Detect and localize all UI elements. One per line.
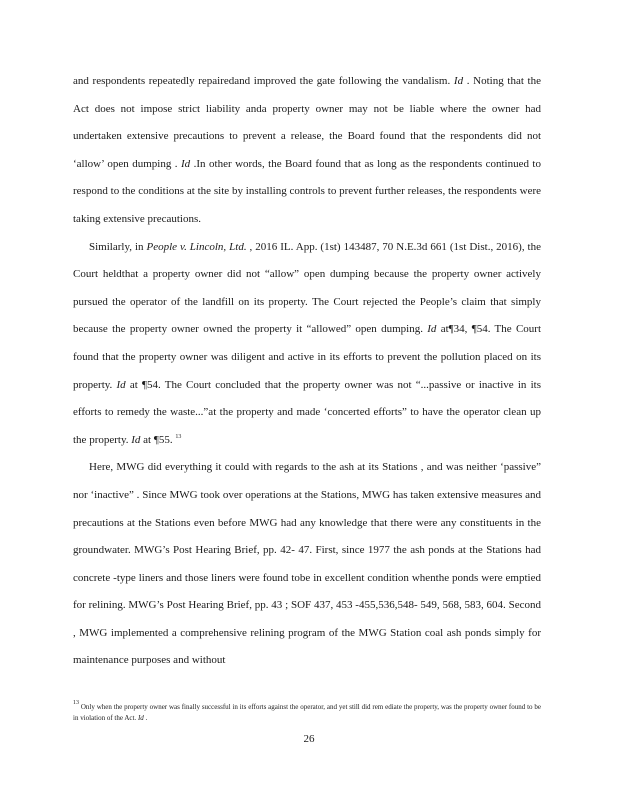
citation-text: Id — [181, 157, 191, 170]
paragraph-2 — [73, 234, 541, 455]
citation-text: Id — [131, 433, 141, 446]
text-run: , 2016 IL. App. (1st) 143487, 70 N.E.3d 661 (1st Dist., 2016), the Court heldthat a property owner did not “allow” open dumping because the property owner actively pursued the operator of the landfill on its property. The Court rejected the People’s claim that simply because the property owner owned the property it “allowed” open dumping. — [73, 240, 541, 336]
paragraph-3 — [73, 454, 541, 675]
text-run: . Noting that the Act does not impose strict liability anda property owner may not be liable where the owner had undertaken extensive precautions to prevent a release, the Board found that the respondents did not ‘allow’ open dumping . — [73, 75, 541, 170]
text-run: Here, MWG did everything it could with regards to the ash at its Stations , and was neither ‘passive” nor ‘inactive” . Since MWG took over operations at the Stations, MWG has taken extensive measures and precautions at the Stations even before MWG had any knowledge that there were any constituents in the groundwater. MWG’s Post Hearing Brief, pp. 42- 47. First, since 1977 the ash ponds at the Stations had concrete -type liners and those liners were found tobe in excellent condition whenthe ponds were emptied for relining. MWG’s Post Hearing Brief, pp. 43 ; SOF 437, 453 -455,536,548- 549, 568, 583, 604. Second , MWG implemented a comprehensive relining program of the MWG Station coal ash ponds simply for maintenance purposes and without — [73, 461, 541, 667]
text-run: Only when the property owner was finally successful in its efforts against the operator, and yet still did rem ediate the property, was the property owner found to be in violation of the Act. — [73, 703, 541, 722]
text-run: . — [143, 714, 148, 722]
footnotes — [73, 702, 541, 724]
footnote-13 — [73, 702, 541, 724]
citation-text: Id — [427, 323, 437, 336]
text-run: .In other words, the Board found that as long as the respondents continued to respond to the conditions at the site by installing controls to prevent further releases, the respondents were taking extensive precautions. — [73, 157, 541, 225]
text-run: and respondents repeatedly repairedand improved the gate following the vandalism. — [73, 75, 454, 87]
page-number: 26 — [303, 733, 315, 745]
body-text — [73, 68, 541, 675]
text-run: at ¶55. — [140, 433, 176, 446]
citation-text: People v. Lincoln, Ltd. — [146, 240, 247, 253]
citation-text: Id — [453, 75, 464, 87]
text-run: at¶34, ¶54. The Court found that the property owner was diligent and active in its efforts to prevent the pollution placed on its property. — [73, 323, 541, 391]
footnote-marker: 13 — [175, 433, 182, 440]
citation-text: Id — [137, 714, 144, 722]
paragraph-1 — [73, 68, 541, 234]
text-run: Similarly, in — [89, 240, 147, 253]
text-run: at ¶54. The Court concluded that the property owner was not “...passive or inactive in its efforts to remedy the waste...”at the property and made ‘concerted efforts” to have the operator clean up the property. — [73, 378, 541, 446]
citation-text: Id — [116, 378, 126, 391]
footnote-marker: 13 — [73, 700, 79, 706]
